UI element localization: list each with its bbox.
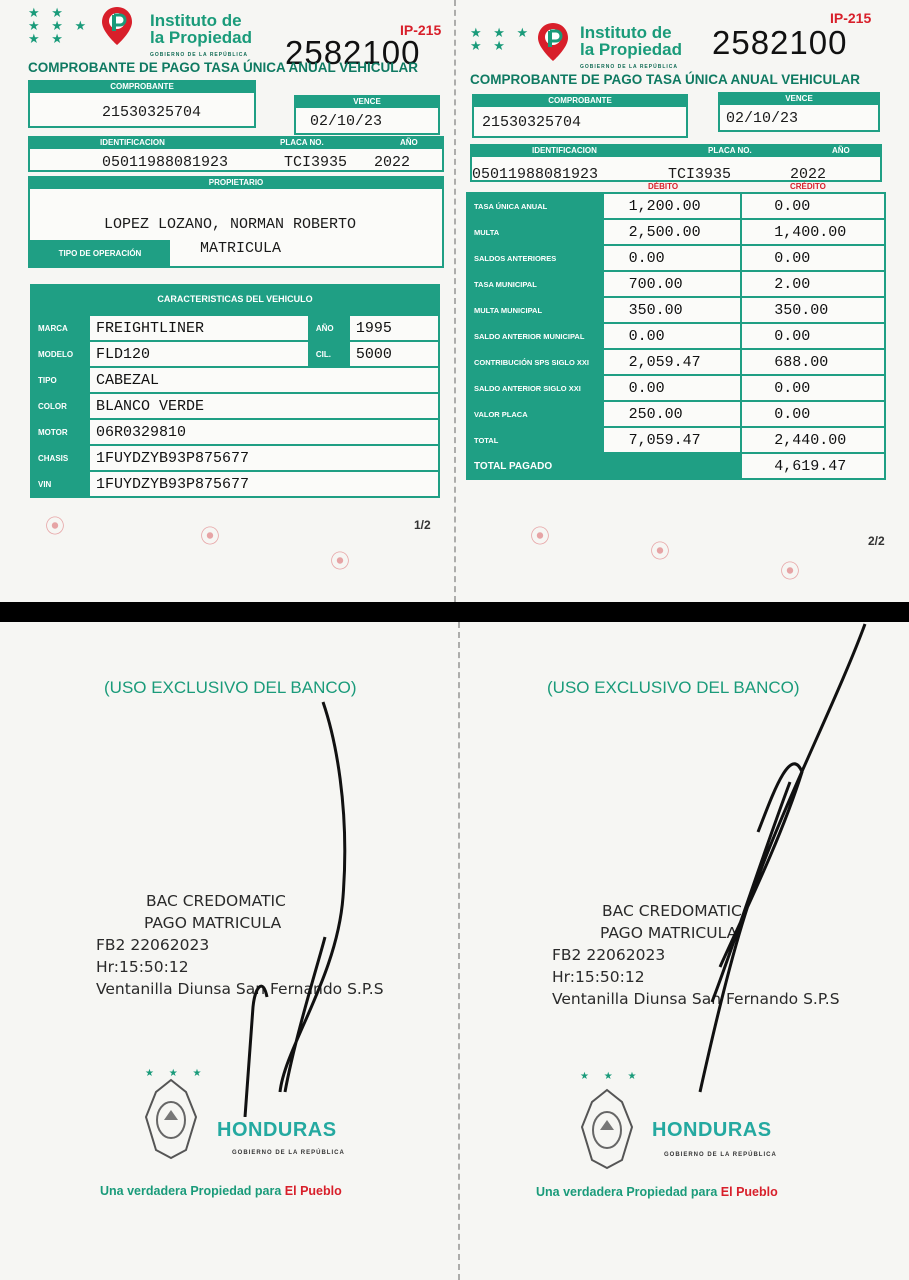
total-pagado-value: 4,619.47 (741, 453, 885, 479)
slogan-main: Una verdadera Propiedad para (536, 1185, 721, 1199)
tipo-label: TIPO (31, 367, 89, 393)
table-row (467, 401, 885, 427)
payment-credito: 0.00 (741, 193, 885, 219)
signature-left (225, 697, 365, 1117)
table-row (467, 427, 885, 453)
identificacion-box (470, 144, 882, 182)
stamp-line2: PAGO MATRICULA (600, 924, 738, 942)
vehicle-table (30, 314, 440, 498)
stars-decoration-icon: ★ ★ ★ (145, 1068, 208, 1079)
table-row (31, 315, 439, 341)
institute-name-line1: Instituto de (150, 11, 242, 30)
payment-credito: 0.00 (741, 323, 885, 349)
payment-debito: 0.00 (603, 323, 742, 349)
payment-debito: 1,200.00 (603, 193, 742, 219)
chasis-value: 1FUYDZYB93P875677 (89, 445, 439, 471)
payment-credito: 688.00 (741, 349, 885, 375)
total-pagado-label: TOTAL PAGADO (467, 453, 741, 479)
vence-box (294, 95, 440, 135)
table-row (31, 419, 439, 445)
anio-value: 2022 (374, 154, 411, 171)
stars-decoration-icon: ★ ★ ★ ★ ★ (470, 25, 533, 53)
payment-credito: 0.00 (741, 375, 885, 401)
watermark-pin-icon: ⦿ (330, 551, 350, 573)
institute-logo-icon (536, 22, 570, 62)
tipo-operacion-label: TIPO DE OPERACIÓN (30, 240, 170, 268)
stamp-line5: Ventanilla Diunsa San Fernando S.P.S (552, 990, 840, 1008)
payment-debito: 250.00 (603, 401, 742, 427)
stamp-line4: Hr:15:50:12 (96, 958, 189, 976)
stamp-line2: PAGO MATRICULA (144, 914, 282, 932)
identificacion-header (30, 138, 442, 149)
form-code: IP-215 (830, 10, 872, 26)
payment-debito: 700.00 (603, 271, 742, 297)
page-number-left: 1/2 (414, 518, 431, 532)
table-row (467, 271, 885, 297)
institute-name-line2: la Propiedad (580, 40, 683, 59)
document-number: 2582100 (285, 34, 421, 71)
payment-label: TASA ÚNICA ANUAL (467, 193, 603, 219)
table-row (467, 219, 885, 245)
form-code: IP-215 (400, 22, 442, 38)
payment-label: CONTRIBUCIÓN SPS SIGLO XXI (467, 349, 603, 375)
institute-name (150, 12, 252, 64)
payment-debito: 0.00 (603, 245, 742, 271)
payment-debito: 7,059.47 (603, 427, 742, 453)
watermark-pin-icon: ⦿ (45, 516, 65, 538)
payment-debito: 2,059.47 (603, 349, 742, 375)
anio-value: 2022 (790, 166, 827, 183)
modelo-label: MODELO (31, 341, 89, 367)
total-pagado-row (467, 453, 885, 479)
identificacion-box (28, 136, 444, 172)
chasis-label: CHASIS (31, 445, 89, 471)
table-row (467, 193, 885, 219)
propietario-label: PROPIETARIO (30, 178, 442, 189)
payment-label: MULTA MUNICIPAL (467, 297, 603, 323)
identificacion-value: 05011988081923 (102, 154, 229, 171)
watermark-pin-icon: ⦿ (200, 526, 220, 548)
institute-logo-icon (100, 6, 134, 46)
payment-label: SALDO ANTERIOR MUNICIPAL (467, 323, 603, 349)
institute-subline: GOBIERNO DE LA REPÚBLICA (580, 64, 678, 70)
stamp-line4: Hr:15:50:12 (552, 968, 645, 986)
stamp-line3: FB2 22062023 (96, 936, 210, 954)
honduras-wordmark: HONDURAS (652, 1119, 772, 1141)
page-number-right: 2/2 (868, 534, 885, 548)
table-row (467, 375, 885, 401)
vehicle-anio-label: AÑO (309, 315, 349, 341)
payment-label: MULTA (467, 219, 603, 245)
slogan-red: El Pueblo (284, 1184, 342, 1198)
payment-credito: 0.00 (741, 401, 885, 427)
payment-credito: 350.00 (741, 297, 885, 323)
watermark-pin-icon: ⦿ (650, 541, 670, 563)
stamp-line3: FB2 22062023 (552, 946, 666, 964)
table-row (31, 445, 439, 471)
table-row (467, 245, 885, 271)
slogan-red: El Pueblo (720, 1185, 778, 1199)
cil-label: CIL. (309, 341, 349, 367)
vence-value: 02/10/23 (310, 113, 383, 130)
honduras-subline: GOBIERNO DE LA REPÚBLICA (232, 1150, 345, 1156)
motor-value: 06R0329810 (89, 419, 439, 445)
table-row (31, 393, 439, 419)
payment-label: TOTAL (467, 427, 603, 453)
coat-of-arms-icon (136, 1072, 206, 1162)
vence-label: VENCE (720, 94, 878, 105)
identificacion-label: IDENTIFICACION (532, 146, 597, 155)
debito-header: DÉBITO (648, 182, 679, 191)
bank-use-title: (USO EXCLUSIVO DEL BANCO) (104, 678, 357, 697)
document-title: COMPROBANTE DE PAGO TASA ÚNICA ANUAL VEHICULAR (28, 60, 419, 75)
document-number: 2582100 (712, 24, 848, 61)
table-row (31, 341, 439, 367)
vence-label: VENCE (296, 97, 438, 108)
color-label: COLOR (31, 393, 89, 419)
institute-name (580, 24, 682, 76)
payments-table (466, 192, 886, 480)
payment-label: SALDO ANTERIOR SIGLO XXI (467, 375, 603, 401)
placa-label: PLACA NO. (280, 138, 324, 147)
marca-label: MARCA (31, 315, 89, 341)
table-row (31, 367, 439, 393)
propietario-value: LOPEZ LOZANO, NORMAN ROBERTO (104, 216, 357, 233)
coat-of-arms-icon (572, 1082, 642, 1172)
watermark-pin-icon: ⦿ (780, 561, 800, 583)
stamp-line1: BAC CREDOMATIC (146, 892, 286, 910)
document-title: COMPROBANTE DE PAGO TASA ÚNICA ANUAL VEHICULAR (470, 72, 861, 87)
stars-decoration-icon: ★ ★ ★ (580, 1071, 643, 1082)
vin-label: VIN (31, 471, 89, 497)
identificacion-label: IDENTIFICACION (100, 138, 165, 147)
signature-right (640, 622, 870, 1142)
comprobante-box (472, 94, 688, 138)
bank-use-title: (USO EXCLUSIVO DEL BANCO) (547, 678, 800, 697)
watermark-pin-icon: ⦿ (530, 526, 550, 548)
placa-value: TCI3935 (668, 166, 732, 183)
modelo-value: FLD120 (89, 341, 309, 367)
slogan-main: Una verdadera Propiedad para (100, 1184, 285, 1198)
stamp-line5: Ventanilla Diunsa San Fernando S.P.S (96, 980, 384, 998)
institute-name-line1: Instituto de (580, 23, 672, 42)
payment-credito: 2.00 (741, 271, 885, 297)
credito-header: CRÉDITO (790, 182, 826, 191)
comprobante-value: 21530325704 (102, 104, 202, 121)
anio-label: AÑO (832, 146, 850, 155)
payment-label: SALDOS ANTERIORES (467, 245, 603, 271)
payment-label: TASA MUNICIPAL (467, 271, 603, 297)
table-row (467, 323, 885, 349)
comprobante-label: COMPROBANTE (474, 96, 686, 107)
caracteristicas-header: CARACTERISTICAS DEL VEHICULO (30, 284, 440, 314)
anio-label: AÑO (400, 138, 418, 147)
honduras-wordmark: HONDURAS (217, 1119, 337, 1141)
perforation-line (454, 0, 456, 602)
institute-subline: GOBIERNO DE LA REPÚBLICA (150, 52, 248, 58)
table-row (467, 349, 885, 375)
payment-debito: 0.00 (603, 375, 742, 401)
payment-debito: 350.00 (603, 297, 742, 323)
stamp-line1: BAC CREDOMATIC (602, 902, 742, 920)
payment-credito: 1,400.00 (741, 219, 885, 245)
honduras-subline: GOBIERNO DE LA REPÚBLICA (664, 1152, 777, 1158)
payment-credito: 2,440.00 (741, 427, 885, 453)
receipt-front (0, 0, 909, 602)
vin-value: 1FUYDZYB93P875677 (89, 471, 439, 497)
cil-value: 5000 (349, 341, 439, 367)
receipt-back (0, 622, 909, 1280)
table-row (31, 471, 439, 497)
vence-value: 02/10/23 (726, 110, 799, 127)
identificacion-value: 05011988081923 (472, 166, 599, 183)
placa-label: PLACA NO. (708, 146, 752, 155)
placa-value: TCI3935 (284, 154, 348, 171)
table-row (467, 297, 885, 323)
perforation-line (458, 622, 460, 1280)
slogan (100, 1184, 342, 1198)
comprobante-box (28, 80, 256, 128)
tipo-operacion-value: MATRICULA (200, 240, 282, 257)
vence-box (718, 92, 880, 132)
stars-decoration-icon: ★ ★ ★ ★ ★ ★ ★ (28, 5, 91, 46)
payment-debito: 2,500.00 (603, 219, 742, 245)
motor-label: MOTOR (31, 419, 89, 445)
payment-label: VALOR PLACA (467, 401, 603, 427)
comprobante-value: 21530325704 (482, 114, 582, 131)
institute-name-line2: la Propiedad (150, 28, 253, 47)
comprobante-label: COMPROBANTE (30, 82, 254, 93)
propietario-box (28, 176, 444, 268)
payment-credito: 0.00 (741, 245, 885, 271)
marca-value: FREIGHTLINER (89, 315, 309, 341)
vehicle-anio-value: 1995 (349, 315, 439, 341)
identificacion-header (472, 146, 880, 157)
color-value: BLANCO VERDE (89, 393, 439, 419)
slogan (536, 1185, 778, 1199)
tipo-value: CABEZAL (89, 367, 439, 393)
